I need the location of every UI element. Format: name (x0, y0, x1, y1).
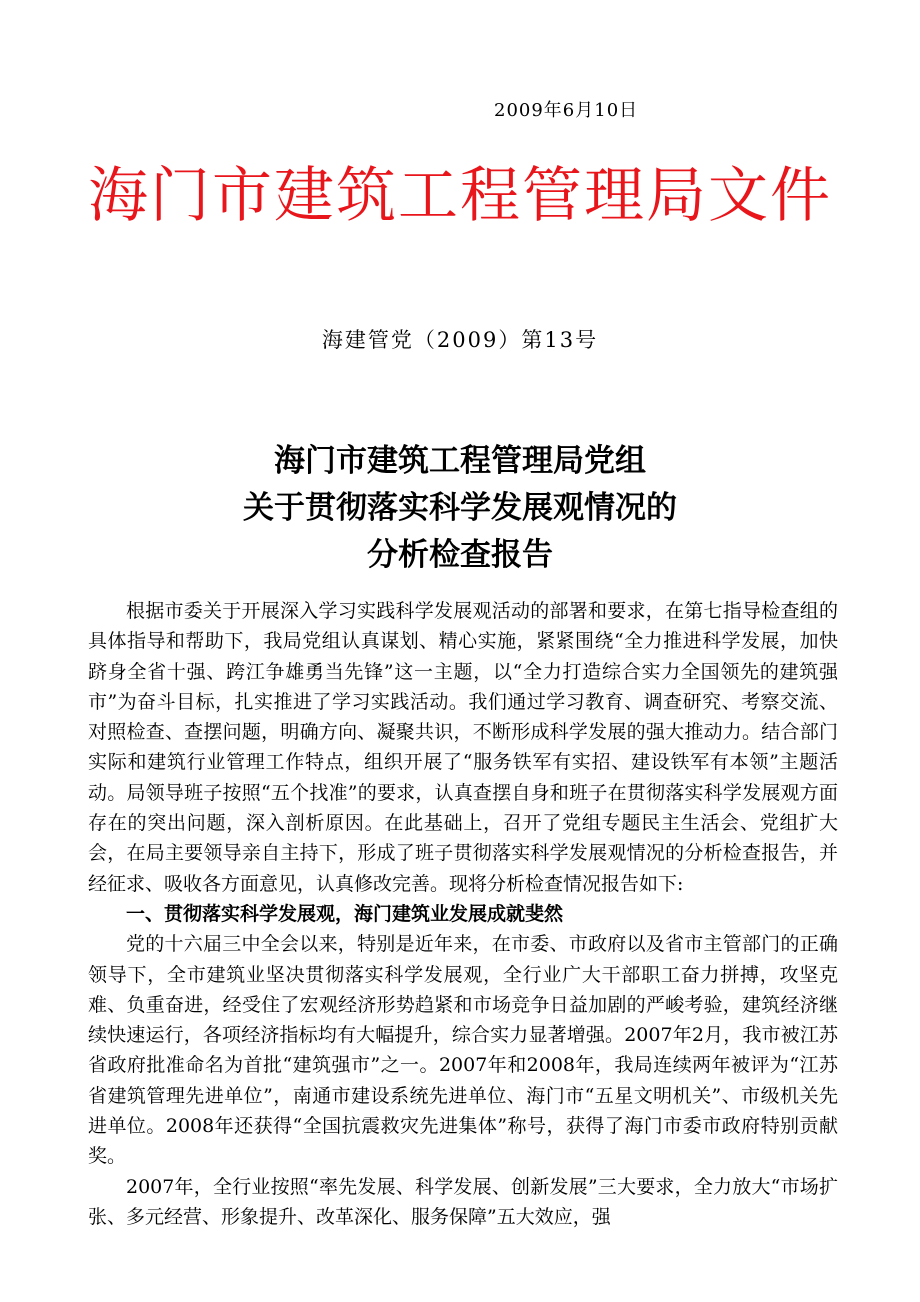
body-paragraph-intro: 根据市委关于开展深入学习实践科学发展观活动的部署和要求，在第七指导检查组的具体指导和帮助下，我局党组认真谋划、精心实施，紧紧围绕“全力推进科学发展，加快跻身全省十强、跨江争雄勇当先锋”这一主题，以“全力打造综合实力全国领先的建筑强市”为奋斗目标，扎实推进了学习实践活动。我们通过学习教育、调查研究、考察交流、对照检查、查摆问题，明确方向、凝聚共识，不断形成科学发展的强大推动力。结合部门实际和建筑行业管理工作特点，组织开展了“服务铁军有实招、建设铁军有本领”主题活动。局领导班子按照“五个找准”的要求，认真查摆自身和班子在贯彻落实科学发展观方面存在的突出问题，深入剖析原因。在此基础上，召开了党组专题民主生活会、党组扩大会，在局主要领导亲自主持下，形成了班子贯彻落实科学发展观情况的分析检查报告，并经征求、吸收各方面意见，认真修改完善。现将分析检查情况报告如下: (88, 600, 838, 895)
report-title (0, 438, 920, 579)
body-paragraph-achievements: 党的十六届三中全会以来，特别是近年来，在市委、市政府以及省市主管部门的正确领导下，全市建筑业坚决贯彻落实科学发展观，全行业广大干部职工奋力拼搏，攻坚克难、负重奋进，经受住了宏观经济形势趋紧和市场竞争日益加剧的严峻考验，建筑经济继续快速运行，各项经济指标均有大幅提升，综合实力显著增强。2007年2月，我市被江苏省政府批准命名为首批“建筑强市”之一。2007年和2008年，我局连续两年被评为“江苏省建筑管理先进单位”，南通市建设系统先进单位、海门市“五星文明机关”、市级机关先进单位。2008年还获得“全国抗震救灾先进集体”称号，获得了海门市委市政府特别贡献奖。 (88, 933, 838, 1168)
report-title-line-3: 分析检查报告 (367, 537, 553, 573)
report-body (88, 596, 838, 1232)
body-paragraph-2007: 2007年，全行业按照“率先发展、科学发展、创新发展”三大要求，全力放大“市场扩张、多元经营、形象提升、改革深化、服务保障”五大效应，强 (88, 1175, 838, 1228)
report-title-line-1: 海门市建筑工程管理局党组 (274, 443, 646, 479)
report-title-line-2: 关于贯彻落实科学发展观情况的 (243, 490, 677, 526)
document-number: 海建管党（2009）第13号 (321, 328, 599, 352)
issuing-authority-title: 海门市建筑工程管理局文件 (88, 161, 832, 231)
document-date: 2009年6月10日 (494, 100, 639, 121)
section-heading-1: 一、贯彻落实科学发展观，海门建筑业发展成就斐然 (126, 902, 564, 925)
